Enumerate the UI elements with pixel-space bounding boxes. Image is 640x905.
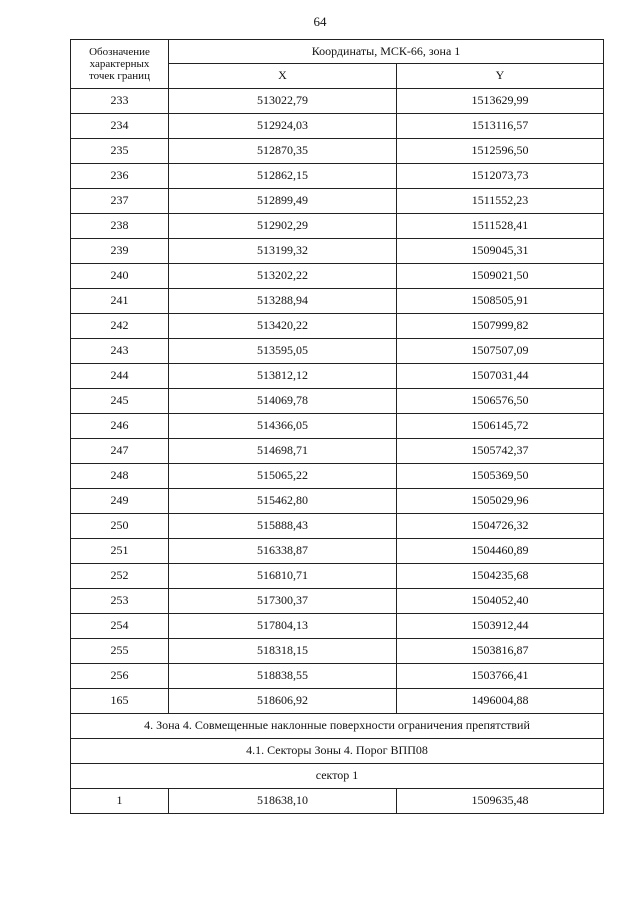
table-row bbox=[71, 464, 604, 489]
x-coordinate-cell: 513812,12 bbox=[169, 364, 397, 389]
point-number-cell: 242 bbox=[71, 314, 169, 339]
point-label-header-line-1: Обозначение bbox=[89, 45, 150, 58]
x-coordinate-cell: 513202,22 bbox=[169, 264, 397, 289]
point-number-cell: 240 bbox=[71, 264, 169, 289]
x-coordinate-cell: 515065,22 bbox=[169, 464, 397, 489]
point-number-cell: 246 bbox=[71, 414, 169, 439]
x-coordinate-cell: 514698,71 bbox=[169, 439, 397, 464]
sectors-section-row bbox=[71, 739, 604, 764]
x-coordinate-cell: 518606,92 bbox=[169, 689, 397, 714]
point-number-cell: 238 bbox=[71, 214, 169, 239]
point-number-cell: 233 bbox=[71, 89, 169, 114]
table-row bbox=[71, 164, 604, 189]
y-coordinate-cell: 1512596,50 bbox=[397, 139, 604, 164]
x-coordinate-cell: 513288,94 bbox=[169, 289, 397, 314]
point-number-cell: 252 bbox=[71, 564, 169, 589]
sector-section-cell: сектор 1 bbox=[71, 764, 604, 789]
y-coordinate-cell: 1511528,41 bbox=[397, 214, 604, 239]
point-number-cell: 248 bbox=[71, 464, 169, 489]
x-coordinate-cell: 512862,15 bbox=[169, 164, 397, 189]
point-number-cell: 244 bbox=[71, 364, 169, 389]
y-coordinate-cell: 1505369,50 bbox=[397, 464, 604, 489]
y-coordinate-cell: 1506576,50 bbox=[397, 389, 604, 414]
coordinates-table bbox=[70, 39, 604, 814]
table-row bbox=[71, 589, 604, 614]
sector-section-row bbox=[71, 764, 604, 789]
x-coordinate-cell: 515462,80 bbox=[169, 489, 397, 514]
point-number-cell: 255 bbox=[71, 639, 169, 664]
x-coordinate-cell: 518838,55 bbox=[169, 664, 397, 689]
y-coordinate-cell: 1507031,44 bbox=[397, 364, 604, 389]
x-coordinate-cell: 517300,37 bbox=[169, 589, 397, 614]
y-coordinate-cell: 1507507,09 bbox=[397, 339, 604, 364]
point-number-cell: 165 bbox=[71, 689, 169, 714]
x-coordinate-cell: 518318,15 bbox=[169, 639, 397, 664]
y-column-header: Y bbox=[397, 64, 604, 89]
zone-section-row bbox=[71, 714, 604, 739]
y-coordinate-cell: 1504726,32 bbox=[397, 514, 604, 539]
x-coordinate-cell: 516338,87 bbox=[169, 539, 397, 564]
table-row bbox=[71, 489, 604, 514]
point-number-cell: 245 bbox=[71, 389, 169, 414]
table-row bbox=[71, 789, 604, 814]
point-number-cell: 250 bbox=[71, 514, 169, 539]
x-coordinate-cell: 513022,79 bbox=[169, 89, 397, 114]
table-row bbox=[71, 664, 604, 689]
x-coordinate-cell: 513595,05 bbox=[169, 339, 397, 364]
table-row bbox=[71, 289, 604, 314]
y-coordinate-cell: 1507999,82 bbox=[397, 314, 604, 339]
y-coordinate-cell: 1496004,88 bbox=[397, 689, 604, 714]
y-coordinate-cell: 1506145,72 bbox=[397, 414, 604, 439]
x-coordinate-cell: 512902,29 bbox=[169, 214, 397, 239]
point-number-cell: 253 bbox=[71, 589, 169, 614]
page-number: 64 bbox=[313, 14, 327, 29]
point-number-cell: 247 bbox=[71, 439, 169, 464]
y-coordinate-cell: 1513116,57 bbox=[397, 114, 604, 139]
y-coordinate-cell: 1511552,23 bbox=[397, 189, 604, 214]
x-coordinate-cell: 514366,05 bbox=[169, 414, 397, 439]
table-row bbox=[71, 314, 604, 339]
point-number-cell: 235 bbox=[71, 139, 169, 164]
y-coordinate-cell: 1503816,87 bbox=[397, 639, 604, 664]
point-number-cell: 236 bbox=[71, 164, 169, 189]
table-row bbox=[71, 239, 604, 264]
y-coordinate-cell: 1505742,37 bbox=[397, 439, 604, 464]
table-row bbox=[71, 139, 604, 164]
x-coordinate-cell: 514069,78 bbox=[169, 389, 397, 414]
table-row bbox=[71, 364, 604, 389]
y-coordinate-cell: 1509021,50 bbox=[397, 264, 604, 289]
table-row bbox=[71, 114, 604, 139]
table-row bbox=[71, 214, 604, 239]
y-coordinate-cell: 1504460,89 bbox=[397, 539, 604, 564]
point-number-cell: 249 bbox=[71, 489, 169, 514]
x-coordinate-cell: 515888,43 bbox=[169, 514, 397, 539]
y-coordinate-cell: 1503912,44 bbox=[397, 614, 604, 639]
table-row bbox=[71, 539, 604, 564]
y-coordinate-cell: 1504235,68 bbox=[397, 564, 604, 589]
x-coordinate-cell: 517804,13 bbox=[169, 614, 397, 639]
y-coordinate-cell: 1504052,40 bbox=[397, 589, 604, 614]
table-row bbox=[71, 514, 604, 539]
point-label-header-line-3: точек границ bbox=[89, 70, 150, 83]
sectors-section-cell: 4.1. Секторы Зоны 4. Порог ВПП08 bbox=[71, 739, 604, 764]
x-coordinate-cell: 513420,22 bbox=[169, 314, 397, 339]
point-number-cell: 234 bbox=[71, 114, 169, 139]
x-coordinate-cell: 512870,35 bbox=[169, 139, 397, 164]
table-row bbox=[71, 189, 604, 214]
y-coordinate-cell: 1513629,99 bbox=[397, 89, 604, 114]
y-coordinate-cell: 1509635,48 bbox=[397, 789, 604, 814]
point-label-header bbox=[71, 40, 169, 89]
x-column-header: X bbox=[169, 64, 397, 89]
x-coordinate-cell: 516810,71 bbox=[169, 564, 397, 589]
x-coordinate-cell: 513199,32 bbox=[169, 239, 397, 264]
y-coordinate-cell: 1505029,96 bbox=[397, 489, 604, 514]
table-header-row bbox=[71, 40, 604, 64]
table-row bbox=[71, 389, 604, 414]
y-coordinate-cell: 1512073,73 bbox=[397, 164, 604, 189]
table-row bbox=[71, 439, 604, 464]
point-number-cell: 239 bbox=[71, 239, 169, 264]
point-number-cell: 1 bbox=[71, 789, 169, 814]
coordinates-header: Координаты, МСК-66, зона 1 bbox=[169, 40, 604, 64]
table-row bbox=[71, 339, 604, 364]
point-number-cell: 241 bbox=[71, 289, 169, 314]
table-row bbox=[71, 564, 604, 589]
x-coordinate-cell: 512924,03 bbox=[169, 114, 397, 139]
point-label-header-line-2: характерных bbox=[89, 57, 150, 70]
table-row bbox=[71, 264, 604, 289]
table-row bbox=[71, 689, 604, 714]
point-number-cell: 256 bbox=[71, 664, 169, 689]
table-row bbox=[71, 414, 604, 439]
point-number-cell: 251 bbox=[71, 539, 169, 564]
y-coordinate-cell: 1503766,41 bbox=[397, 664, 604, 689]
x-coordinate-cell: 512899,49 bbox=[169, 189, 397, 214]
point-number-cell: 243 bbox=[71, 339, 169, 364]
table-row bbox=[71, 614, 604, 639]
zone-section-cell: 4. Зона 4. Совмещенные наклонные поверхности ограничения препятствий bbox=[71, 714, 604, 739]
x-coordinate-cell: 518638,10 bbox=[169, 789, 397, 814]
y-coordinate-cell: 1509045,31 bbox=[397, 239, 604, 264]
table-row bbox=[71, 639, 604, 664]
table-row bbox=[71, 89, 604, 114]
point-number-cell: 254 bbox=[71, 614, 169, 639]
y-coordinate-cell: 1508505,91 bbox=[397, 289, 604, 314]
point-number-cell: 237 bbox=[71, 189, 169, 214]
